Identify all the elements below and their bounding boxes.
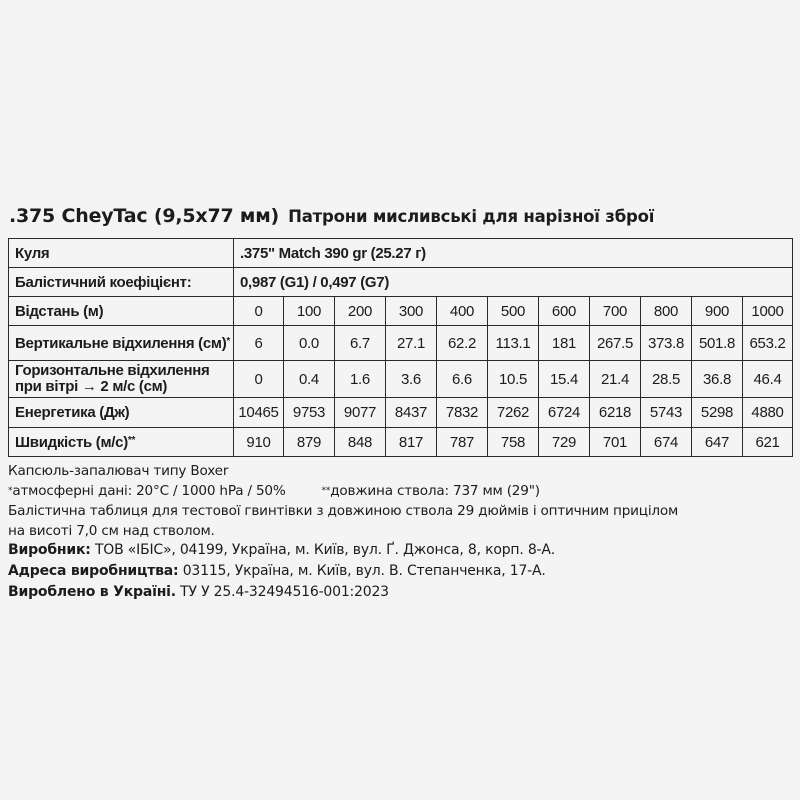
product-type-heading: Патрони мисливські для нарізної зброї xyxy=(288,207,655,226)
bullet-label: Куля xyxy=(9,239,234,268)
barrel-length-note: довжина ствола: 737 мм (29") xyxy=(330,483,540,499)
table-cell: 100 xyxy=(284,297,335,326)
table-cell: 729 xyxy=(539,428,590,457)
spec-standard: ТУ У 25.4-32494516-001:2023 xyxy=(180,584,389,600)
production-address-line xyxy=(8,561,555,582)
table-cell: 373.8 xyxy=(641,326,692,361)
row-label-text: Енергетика (Дж) xyxy=(15,404,130,421)
table-cell: 817 xyxy=(386,428,437,457)
footnote-mark: * xyxy=(8,486,13,496)
footnote-mark: ** xyxy=(321,486,331,496)
footnotes xyxy=(8,461,678,541)
table-cell: 9077 xyxy=(335,398,386,428)
table-cell: 10.5 xyxy=(488,361,539,398)
table-cell: 500 xyxy=(488,297,539,326)
table-cell: 6724 xyxy=(539,398,590,428)
caliber-heading: .375 CheyTac (9,5x77 мм) xyxy=(9,205,280,227)
table-cell: 0.4 xyxy=(284,361,335,398)
table-cell: 21.4 xyxy=(590,361,641,398)
row-label xyxy=(9,297,234,326)
table-cell: 46.4 xyxy=(743,361,793,398)
table-cell: 10465 xyxy=(234,398,284,428)
table-cell: 5743 xyxy=(641,398,692,428)
table-cell: 1.6 xyxy=(335,361,386,398)
row-label xyxy=(9,326,234,361)
table-cell: 36.8 xyxy=(692,361,743,398)
table-cell: 501.8 xyxy=(692,326,743,361)
table-cell: 787 xyxy=(437,428,488,457)
made-in-line xyxy=(8,582,555,603)
table-cell: 600 xyxy=(539,297,590,326)
table-cell: 6218 xyxy=(590,398,641,428)
production-address-value: 03115, Україна, м. Київ, вул. В. Степанченка, 17-А. xyxy=(182,563,546,579)
table-cell: 6.6 xyxy=(437,361,488,398)
table-cell: 15.4 xyxy=(539,361,590,398)
table-cell: 28.5 xyxy=(641,361,692,398)
energy-row xyxy=(9,398,793,428)
table-cell: 0 xyxy=(234,297,284,326)
table-cell: 621 xyxy=(743,428,793,457)
ballistic-coefficient-value: 0,987 (G1) / 0,497 (G7) xyxy=(234,268,793,297)
table-cell: 267.5 xyxy=(590,326,641,361)
table-cell: 701 xyxy=(590,428,641,457)
ballistic-coefficient-row xyxy=(9,268,793,297)
table-cell: 7262 xyxy=(488,398,539,428)
table-cell: 27.1 xyxy=(386,326,437,361)
table-cell: 674 xyxy=(641,428,692,457)
row-label xyxy=(9,398,234,428)
table-cell: 4880 xyxy=(743,398,793,428)
product-title xyxy=(9,205,654,227)
vertical-drop-row xyxy=(9,326,793,361)
table-cell: 113.1 xyxy=(488,326,539,361)
primer-note: Капсюль-запалювач типу Boxer xyxy=(8,463,229,479)
velocity-row xyxy=(9,428,793,457)
distance-row xyxy=(9,297,793,326)
manufacturer-label: Виробник: xyxy=(8,542,91,558)
manufacturer-line xyxy=(8,540,555,561)
table-cell: 0.0 xyxy=(284,326,335,361)
table-cell: 7832 xyxy=(437,398,488,428)
table-cell: 181 xyxy=(539,326,590,361)
made-in-label: Вироблено в Україні. xyxy=(8,584,176,600)
table-cell: 9753 xyxy=(284,398,335,428)
bullet-row xyxy=(9,239,793,268)
row-label-text: Швидкість (м/с) xyxy=(15,433,128,451)
table-cell: 200 xyxy=(335,297,386,326)
row-label-text: Горизонтальне відхилення при вітрі → 2 м/с (см) xyxy=(15,362,210,395)
table-cell: 879 xyxy=(284,428,335,457)
test-rifle-note-2: на висоті 7,0 см над стволом. xyxy=(8,523,215,539)
table-cell: 653.2 xyxy=(743,326,793,361)
wind-drift-row xyxy=(9,361,793,398)
footnote-mark: ** xyxy=(127,434,136,446)
manufacturer-value: ТОВ «ІБІС», 04199, Україна, м. Київ, вул. Ґ. Джонса, 8, корп. 8-А. xyxy=(94,542,556,558)
company-info xyxy=(8,540,555,603)
row-label-text: Відстань (м) xyxy=(15,302,104,320)
atmosphere-note: атмосферні дані: 20°C / 1000 hPa / 50% xyxy=(12,483,286,499)
table-cell: 910 xyxy=(234,428,284,457)
ballistic-coefficient-label: Балістичний коефіцієнт: xyxy=(9,268,234,297)
table-cell: 758 xyxy=(488,428,539,457)
row-label-text: Вертикальне відхилення (см) xyxy=(15,334,227,352)
table-cell: 300 xyxy=(386,297,437,326)
row-label xyxy=(9,428,234,457)
footnote-mark: * xyxy=(226,335,230,347)
table-cell: 6.7 xyxy=(335,326,386,361)
test-rifle-note-1: Балістична таблиця для тестової гвинтівки з довжиною ствола 29 дюймів і оптичним прицілом xyxy=(8,503,679,519)
ballistic-table xyxy=(8,238,793,457)
table-cell: 1000 xyxy=(743,297,793,326)
production-address-label: Адреса виробництва: xyxy=(8,563,179,579)
table-cell: 848 xyxy=(335,428,386,457)
table-cell: 5298 xyxy=(692,398,743,428)
table-cell: 6 xyxy=(234,326,284,361)
table-cell: 8437 xyxy=(386,398,437,428)
row-label xyxy=(9,361,234,398)
table-cell: 400 xyxy=(437,297,488,326)
table-cell: 3.6 xyxy=(386,361,437,398)
table-cell: 647 xyxy=(692,428,743,457)
table-cell: 700 xyxy=(590,297,641,326)
table-cell: 800 xyxy=(641,297,692,326)
table-cell: 900 xyxy=(692,297,743,326)
conditions-note xyxy=(8,481,678,501)
bullet-value: .375" Match 390 gr (25.27 г) xyxy=(234,239,793,268)
table-cell: 0 xyxy=(234,361,284,398)
table-cell: 62.2 xyxy=(437,326,488,361)
